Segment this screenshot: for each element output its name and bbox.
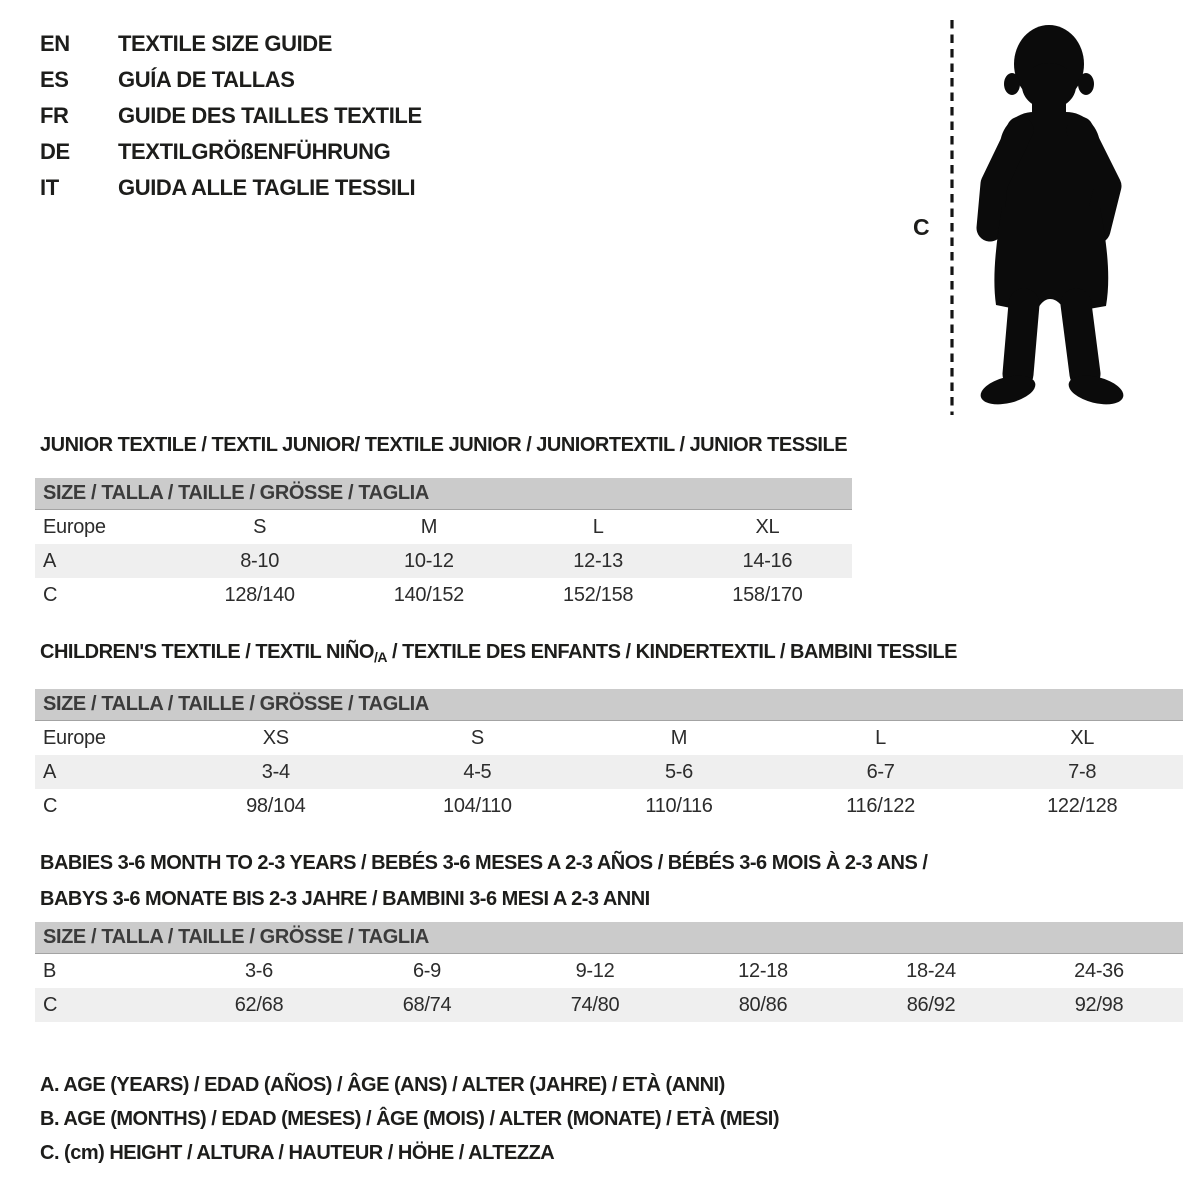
language-title-list xyxy=(40,26,422,206)
size-header-bar: SIZE / TALLA / TAILLE / GRÖSSE / TAGLIA xyxy=(35,689,1183,721)
footnote-a: A. AGE (YEARS) / EDAD (AÑOS) / ÂGE (ANS) / ALTER (JAHRE) / ETÀ (ANNI) xyxy=(40,1073,725,1096)
table-row xyxy=(35,721,1183,756)
table-cell: 3-4 xyxy=(175,755,377,789)
table-cell: 152/158 xyxy=(563,583,634,606)
table-cell: S xyxy=(253,515,267,538)
row-label: Europe xyxy=(43,726,106,749)
size-header-bar: SIZE / TALLA / TAILLE / GRÖSSE / TAGLIA xyxy=(35,478,852,510)
table-cell: 110/116 xyxy=(645,794,713,817)
table-cell: 4-5 xyxy=(377,755,579,789)
footnote-legend xyxy=(40,1068,779,1170)
table-row xyxy=(35,578,852,612)
language-row-en xyxy=(40,26,422,62)
table-cell: XL xyxy=(1070,726,1095,749)
table-cell: 74/80 xyxy=(511,988,679,1022)
table-cell: 7-8 xyxy=(981,755,1183,789)
table-cell: S xyxy=(470,726,484,749)
table-cell: 116/122 xyxy=(846,794,915,817)
table-cell: 18-24 xyxy=(906,959,956,982)
language-code: ES xyxy=(40,67,69,92)
children-title-subscript: /A xyxy=(373,649,387,665)
language-code: EN xyxy=(40,31,70,56)
table-cell: 12-18 xyxy=(738,959,788,982)
row-label: C xyxy=(43,583,58,606)
table-cell: 80/86 xyxy=(679,988,847,1022)
junior-section-title: JUNIOR TEXTILE / TEXTIL JUNIOR/ TEXTILE JUNIOR / JUNIORTEXTIL / JUNIOR TESSILE xyxy=(40,434,848,456)
row-label: C xyxy=(35,988,175,1022)
language-row-fr xyxy=(40,98,422,134)
language-row-it xyxy=(40,170,422,206)
table-row xyxy=(35,544,852,578)
language-row-es xyxy=(40,62,422,98)
junior-size-table xyxy=(35,478,852,612)
row-label: A xyxy=(35,544,175,578)
babies-title-line1: BABIES 3-6 MONTH TO 2-3 YEARS / BEBÉS 3-6 MESES A 2-3 AÑOS / BÉBÉS 3-6 MOIS À 2-3 ANS / xyxy=(40,852,928,874)
table-cell: XL xyxy=(755,515,780,538)
table-cell: M xyxy=(420,515,438,538)
table-row xyxy=(35,988,1183,1022)
row-label: B xyxy=(43,959,57,982)
toddler-silhouette-icon xyxy=(978,25,1127,409)
table-cell: XS xyxy=(262,726,289,749)
language-code: FR xyxy=(40,103,69,128)
table-cell: 68/74 xyxy=(343,988,511,1022)
guide-title-es: GUÍA DE TALLAS xyxy=(118,67,295,92)
table-row xyxy=(35,789,1183,823)
children-title-text: CHILDREN'S TEXTILE / TEXTIL NIÑO xyxy=(40,641,374,663)
babies-size-table xyxy=(35,922,1183,1022)
children-title-text: / TEXTILE DES ENFANTS / KINDERTEXTIL / BAMBINI TESSILE xyxy=(386,641,957,663)
children-section-title xyxy=(40,641,957,665)
table-cell: 14-16 xyxy=(683,544,852,578)
children-size-table xyxy=(35,689,1183,823)
table-row xyxy=(35,954,1183,989)
row-label: Europe xyxy=(43,515,106,538)
table-cell: 6-7 xyxy=(780,755,982,789)
table-cell: M xyxy=(670,726,688,749)
table-cell: 128/140 xyxy=(224,583,295,606)
table-cell: 158/170 xyxy=(732,583,803,606)
guide-title-en: TEXTILE SIZE GUIDE xyxy=(118,31,333,56)
guide-title-fr: GUIDE DES TAILLES TEXTILE xyxy=(118,103,422,128)
size-header-bar: SIZE / TALLA / TAILLE / GRÖSSE / TAGLIA xyxy=(35,922,1183,954)
language-code: DE xyxy=(40,139,70,164)
footnote-c: C. (cm) HEIGHT / ALTURA / HAUTEUR / HÖHE / ALTEZZA xyxy=(40,1141,555,1164)
table-cell: L xyxy=(875,726,886,749)
babies-title-line2: BABYS 3-6 MONATE BIS 2-3 JAHRE / BAMBINI 3-6 MESI A 2-3 ANNI xyxy=(40,888,650,910)
table-cell: 62/68 xyxy=(175,988,343,1022)
table-cell: 92/98 xyxy=(1015,988,1183,1022)
height-measure-label: C xyxy=(913,214,930,240)
table-cell: 104/110 xyxy=(443,794,512,817)
footnote-b: B. AGE (MONTHS) / EDAD (MESES) / ÂGE (MOIS) / ALTER (MONATE) / ETÀ (MESI) xyxy=(40,1107,780,1130)
table-cell: 6-9 xyxy=(412,959,441,982)
table-cell: 3-6 xyxy=(244,959,273,982)
table-cell: 10-12 xyxy=(344,544,513,578)
table-cell: 12-13 xyxy=(514,544,683,578)
babies-section-title xyxy=(40,845,927,917)
table-row xyxy=(35,755,1183,789)
guide-title-it: GUIDA ALLE TAGLIE TESSILI xyxy=(118,175,416,200)
table-cell: 122/128 xyxy=(1047,794,1118,817)
table-cell: 9-12 xyxy=(575,959,615,982)
language-row-de xyxy=(40,134,422,170)
table-cell: 5-6 xyxy=(578,755,780,789)
table-cell: 98/104 xyxy=(246,794,306,817)
table-cell: L xyxy=(592,515,604,538)
table-row xyxy=(35,510,852,545)
height-figure xyxy=(944,12,1154,420)
table-cell: 140/152 xyxy=(393,583,464,606)
row-label: A xyxy=(35,755,175,789)
table-cell: 8-10 xyxy=(175,544,344,578)
table-cell: 24-36 xyxy=(1074,959,1124,982)
guide-title-de: TEXTILGRÖßENFÜHRUNG xyxy=(118,139,391,164)
row-label: C xyxy=(43,794,58,817)
language-code: IT xyxy=(40,175,59,200)
table-cell: 86/92 xyxy=(847,988,1015,1022)
